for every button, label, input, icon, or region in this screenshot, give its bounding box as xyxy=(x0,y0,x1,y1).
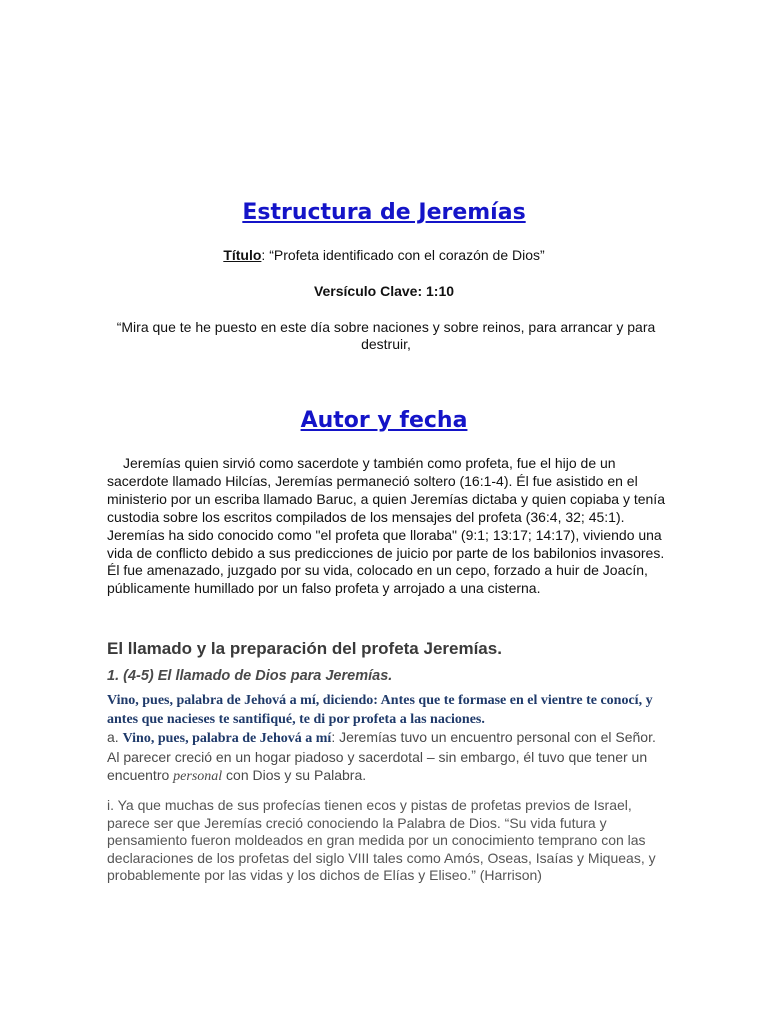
autor-paragraph-text: Jeremías quien sirvió como sacerdote y también como profeta, fue el hijo de un sacerdote llamado Hilcías, Jeremías permaneció soltero (16:1-4). Él fue asistido en el ministerio por un escriba llamado Baruc, a quien Jeremías dictaba y quien copiaba y tenía custodia sobre los escritos compilados de los mensajes del profeta (36:4, 32; 45:1). Jeremías ha sido conocido como "el profeta que lloraba" (9:1; 13:17; 14:17), viviendo una vida de conflicto debido a sus predicciones de juicio por parte de los babilonios invasores. Él fue amenazado, juzgado por su vida, colocado en un cepo, forzado a huir de Joacín, públicamente humillado por un falso profeta y arrojado a una cisterna. xyxy=(107,455,665,597)
point-a xyxy=(107,728,667,786)
titulo-line xyxy=(60,247,708,264)
subheading-llamado: 1. (4-5) El llamado de Dios para Jeremías. xyxy=(107,668,393,684)
point-a-text-1: : Jeremías tuvo un encuentro personal con el Señor. Al parecer creció en un hogar piadoso y sacerdotal – sin embargo, él tuvo que tener un encuentro xyxy=(107,729,656,783)
section-heading-autor[interactable]: Autor y fecha xyxy=(300,408,468,433)
point-a-quote: Vino, pues, palabra de Jehová a mí xyxy=(122,731,332,746)
titulo-label: Título xyxy=(223,247,262,263)
key-verse-quote: “Mira que te he puesto en este día sobre naciones y sobre reinos, para arrancar y para destruir, xyxy=(116,319,656,352)
point-a-marker: a. xyxy=(107,729,123,745)
verse-jeremias-1-5: Vino, pues, palabra de Jehová a mí, diciendo: Antes que te formase en el vientre te conocí, y antes que nacieses te santifiqué, te di por profeta a las naciones. xyxy=(107,693,653,727)
point-a-emphasis: personal xyxy=(173,769,223,784)
section-heading-llamado: El llamado y la preparación del profeta Jeremías. xyxy=(107,639,502,658)
titulo-text: : “Profeta identificado con el corazón de Dios” xyxy=(261,247,545,263)
point-i: i. Ya que muchas de sus profecías tienen ecos y pistas de profetas previos de Israel, parece ser que Jeremías creció conociendo la Palabra de Dios. “Su vida futura y pensamiento fueron moldeados en gran medida por un conocimiento temprano con las declaraciones de los profetas del siglo VIII tales como Amós, Oseas, Isaías y Miqueas, y probablemente por las vidas y los dichos de Elías y Eliseo.” (Harrison) xyxy=(107,797,656,883)
autor-paragraph xyxy=(107,455,667,598)
versiculo-clave: Versículo Clave: 1:10 xyxy=(313,283,455,299)
document-title[interactable]: Estructura de Jeremías xyxy=(242,200,526,225)
point-a-text-2: con Dios y su Palabra. xyxy=(222,767,367,783)
